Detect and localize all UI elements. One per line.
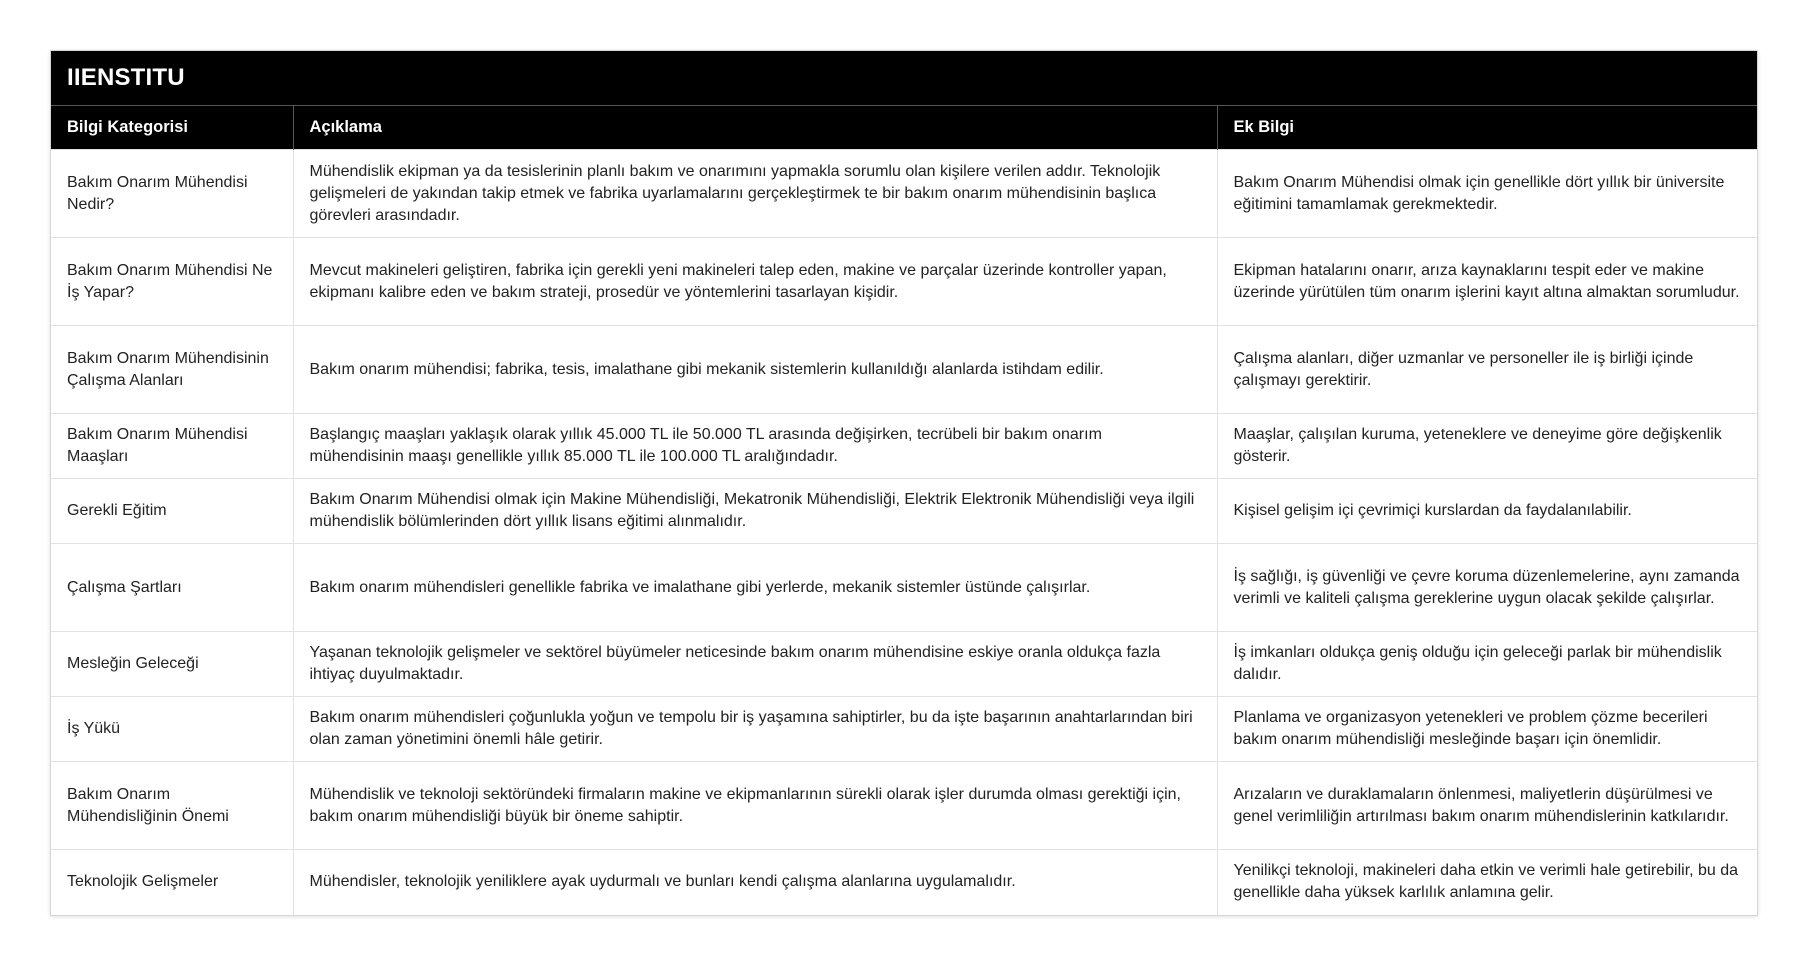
cell-category: Çalışma Şartları [51, 544, 293, 632]
table-row [51, 238, 1757, 326]
table-row [51, 414, 1757, 479]
cell-description: Yaşanan teknolojik gelişmeler ve sektörel büyümeler neticesinde bakım onarım mühendisine eskiye oranla oldukça fazla ihtiyaç duyulmaktadır. [293, 632, 1217, 697]
cell-extra: Kişisel gelişim içi çevrimiçi kurslardan da faydalanılabilir. [1217, 479, 1757, 544]
cell-extra: Planlama ve organizasyon yetenekleri ve problem çözme becerileri bakım onarım mühendisliği mesleğinde başarı için önemlidir. [1217, 697, 1757, 762]
cell-description: Mühendislik ekipman ya da tesislerinin planlı bakım ve onarımını yapmakla sorumlu olan kişilere verilen addır. Teknolojik gelişmeleri de yakından takip etmek ve fabrika uyarlamalarını gerçekleştirmek te bir bakım onarım mühendisinin başlıca görevleri arasındadır. [293, 150, 1217, 238]
table-header [51, 106, 1757, 150]
cell-description: Bakım onarım mühendisi; fabrika, tesis, imalathane gibi mekanik sistemlerin kullanıldığı alanlarda istihdam edilir. [293, 326, 1217, 414]
cell-description: Mühendislik ve teknoloji sektöründeki firmaların makine ve ekipmanlarının sürekli olarak işler durumda olması gerektiği için, bakım onarım mühendisliği büyük bir öneme sahiptir. [293, 762, 1217, 850]
cell-category: Mesleğin Geleceği [51, 632, 293, 697]
cell-description: Mühendisler, teknolojik yeniliklere ayak uydurmalı ve bunları kendi çalışma alanlarına uygulamalıdır. [293, 850, 1217, 915]
cell-description: Mevcut makineleri geliştiren, fabrika için gerekli yeni makineleri talep eden, makine ve parçalar üzerinde kontroller yapan, ekipmanı kalibre eden ve bakım strateji, prosedür ve yöntemlerini tasarlayan kişidir. [293, 238, 1217, 326]
cell-description: Bakım onarım mühendisleri çoğunlukla yoğun ve tempolu bir iş yaşamına sahiptirler, bu da işte başarının anahtarlarından biri olan zaman yönetimini önemli hâle getirir. [293, 697, 1217, 762]
header-category: Bilgi Kategorisi [51, 106, 293, 150]
cell-category: Bakım Onarım Mühendisliğinin Önemi [51, 762, 293, 850]
header-description: Açıklama [293, 106, 1217, 150]
cell-extra: İş imkanları oldukça geniş olduğu için geleceği parlak bir mühendislik dalıdır. [1217, 632, 1757, 697]
table-row [51, 632, 1757, 697]
cell-extra: Bakım Onarım Mühendisi olmak için genellikle dört yıllık bir üniversite eğitimini tamamlamak gerekmektedir. [1217, 150, 1757, 238]
table-row [51, 326, 1757, 414]
cell-category: Bakım Onarım Mühendisi Nedir? [51, 150, 293, 238]
cell-category: Bakım Onarım Mühendisi Ne İş Yapar? [51, 238, 293, 326]
table-row [51, 544, 1757, 632]
table-body [51, 150, 1757, 915]
cell-description: Bakım onarım mühendisleri genellikle fabrika ve imalathane gibi yerlerde, mekanik sistemler üstünde çalışırlar. [293, 544, 1217, 632]
cell-description: Bakım Onarım Mühendisi olmak için Makine Mühendisliği, Mekatronik Mühendisliği, Elektrik Elektronik Mühendisliği veya ilgili mühendislik bölümlerinden dört yıllık lisans eğitimi alınmalıdır. [293, 479, 1217, 544]
cell-category: İş Yükü [51, 697, 293, 762]
table-row [51, 150, 1757, 238]
cell-extra: Maaşlar, çalışılan kuruma, yeteneklere ve deneyime göre değişkenlik gösterir. [1217, 414, 1757, 479]
table-title: IIENSTITU [51, 51, 1757, 105]
table-row [51, 762, 1757, 850]
cell-extra: Ekipman hatalarını onarır, arıza kaynaklarını tespit eder ve makine üzerinde yürütülen tüm onarım işlerini kayıt altına almaktan sorumludur. [1217, 238, 1757, 326]
cell-category: Bakım Onarım Mühendisinin Çalışma Alanları [51, 326, 293, 414]
info-table-card [50, 50, 1758, 916]
cell-description: Başlangıç maaşları yaklaşık olarak yıllık 45.000 TL ile 50.000 TL arasında değişirken, tecrübeli bir bakım onarım mühendisinin maaşı genellikle yıllık 85.000 TL ile 100.000 TL aralığındadır. [293, 414, 1217, 479]
cell-extra: Çalışma alanları, diğer uzmanlar ve personeller ile iş birliği içinde çalışmayı gerektirir. [1217, 326, 1757, 414]
table-row [51, 479, 1757, 544]
cell-category: Teknolojik Gelişmeler [51, 850, 293, 915]
header-extra: Ek Bilgi [1217, 106, 1757, 150]
cell-category: Gerekli Eğitim [51, 479, 293, 544]
cell-extra: Arızaların ve duraklamaların önlenmesi, maliyetlerin düşürülmesi ve genel verimliliğin artırılması bakım onarım mühendislerinin katkılarıdır. [1217, 762, 1757, 850]
cell-extra: İş sağlığı, iş güvenliği ve çevre koruma düzenlemelerine, aynı zamanda verimli ve kaliteli çalışma gereklerine uygun olacak şekilde çalışırlar. [1217, 544, 1757, 632]
cell-category: Bakım Onarım Mühendisi Maaşları [51, 414, 293, 479]
info-table [51, 105, 1757, 915]
cell-extra: Yenilikçi teknoloji, makineleri daha etkin ve verimli hale getirebilir, bu da genellikle daha yüksek karlılık anlamına gelir. [1217, 850, 1757, 915]
table-row [51, 850, 1757, 915]
header-row [51, 106, 1757, 150]
table-row [51, 697, 1757, 762]
